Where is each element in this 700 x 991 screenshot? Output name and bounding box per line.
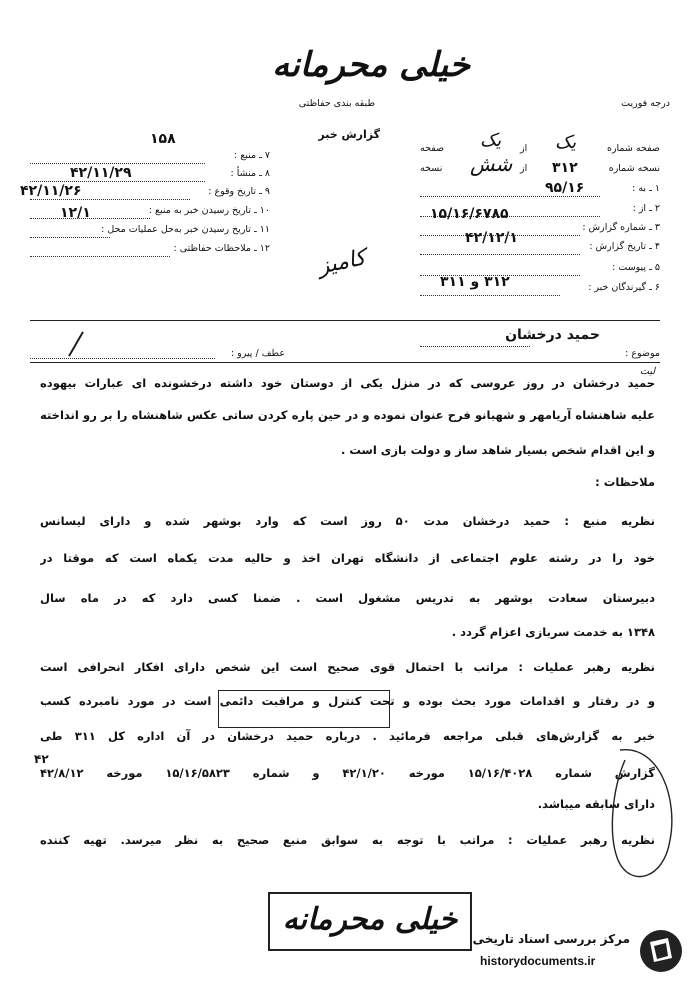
field-report-date-value: ۴۲/۱۲/۱ [465, 230, 518, 246]
body-line: و این اقدام شخص بسیار شاهد ساز و دولت بازی است . [341, 443, 655, 457]
body-line: و در رفتار و اقدامات مورد بحث بوده و تحت کنترل و مراقبت دائمی است در مورد نامبرده کسب [40, 694, 655, 708]
body-line: دبیرستان سعادت بوشهر به تدریس مشغول است . ضمنا کسی دارد که در ماه سال [40, 591, 655, 605]
report-type: گزارش خبر [318, 128, 380, 141]
watermark-name: مرکز بررسی اسناد تاریخی [472, 932, 630, 946]
copy-number-tail: نسخه [420, 163, 443, 174]
classification-stamp-top: خیلی محرمانه [272, 45, 470, 85]
watermark-url: historydocuments.ir [480, 954, 596, 968]
body-line: ملاحظات : [595, 475, 655, 489]
separator-top [30, 320, 660, 321]
page-number-total: یک [480, 130, 502, 151]
separator-bottom [30, 362, 660, 363]
body-line: دارای سابقه میباشد. [537, 797, 655, 811]
field-attachment-label: ۵ ـ پیوست : [612, 262, 660, 273]
field-ops-receive-value: ۱۲/۱ [60, 205, 91, 221]
body-line: گزارش شماره ۱۵/۱۶/۴۰۲۸ مورخه ۴۲/۱/۲۰ و شماره ۱۵/۱۶/۵۸۲۳ مورخه ۴۲/۸/۱۲ [40, 766, 655, 780]
subject-value: حمید درخشان [505, 327, 600, 343]
field-to-label: ۱ ـ به : [632, 183, 660, 194]
page-number-label: صفحه شماره [606, 143, 660, 154]
archive-logo-icon [638, 928, 684, 974]
field-source-label: ۷ ـ منبع : [233, 150, 270, 161]
body-line: نظریه رهبر عملیات : مراتب با احتمال قوی صحیح است این شخص دارای افکار انحرافی است [40, 660, 655, 674]
field-origin-value: ۴۲/۱۱/۲۹ [70, 165, 132, 181]
body-line: ۱۳۴۸ به خدمت سربازی اعزام گردد . [451, 625, 655, 639]
watermark [470, 928, 685, 978]
body-line: نظریه منبع : حمید درخشان مدت ۵۰ روز است که وارد بوشهر شده و دارای لیسانس [40, 514, 655, 528]
field-event-date-value: ۴۲/۱۱/۲۶ [20, 183, 82, 199]
page-number-value: یک [555, 132, 577, 153]
body-line: حمید درخشان در روز عروسی که در منزل یکی از دوستان خود داشته درخشونده ای عبارات بیهوده [40, 376, 655, 390]
field-source-receive-label: ۱۰ ـ تاریخ رسیدن خبر به منبع : [148, 205, 270, 216]
page-number-sep: از [520, 143, 528, 154]
body-line: خود را در رشته علوم اجتماعی از دانشگاه تهران اخذ و حالیه مدت یکماه است که موقتا در [40, 551, 655, 565]
field-security-notes-label: ۱۲ ـ ملاحظات حفاظتی : [173, 243, 270, 254]
field-report-number-label: ۳ ـ شماره گزارش : [582, 222, 660, 233]
field-recipients-label: ۶ ـ گیرندگان خبر : [588, 282, 660, 293]
copy-number-label: نسخه شماره [608, 163, 660, 174]
field-from-label: ۲ ـ از : [632, 203, 660, 214]
field-source-value: ۱۵۸ [150, 131, 176, 147]
classification-level-label: طبقه بندی حفاظتی [298, 98, 375, 109]
body-line: نظریه رهبر عملیات : مراتب با توجه به سوابق منبع صحیح به نظر میرسد. تهیه کننده [40, 833, 655, 847]
margin-note-top: لیت [640, 366, 656, 377]
page-number-tail: صفحه [420, 143, 445, 154]
copy-number-total: شش [470, 152, 513, 176]
classification-stamp-bottom: خیلی محرمانه [268, 892, 472, 951]
copy-number-value: ۳۱۲ [552, 160, 578, 176]
subject-label: موضوع : [625, 348, 660, 359]
pen-stroke [68, 331, 84, 356]
pasted-label-box [218, 690, 390, 728]
urgency-label: درجه فوریت [621, 98, 670, 109]
reference-label: عطف / پیرو : [230, 348, 285, 359]
field-to-value: ۹۵/۱۶ [545, 180, 585, 196]
field-report-number-value: ۱۵/۱۶/۶۷۸۵ [430, 206, 509, 222]
handwritten-signature: کامیز [315, 245, 368, 280]
field-recipients-value: ۳۱۲ و ۳۱۱ [440, 274, 510, 290]
body-line: خبر به گزارش‌های قبلی مراجعه فرمائید . درباره حمید درخشان در آن اداره کل ۳۱۱ طی [40, 729, 655, 743]
field-ops-receive-label: ۱۱ ـ تاریخ رسیدن خبر به‌حل عملیات محل : [101, 224, 270, 235]
copy-number-sep: از [520, 163, 528, 174]
field-event-date-label: ۹ ـ تاریخ وقوع : [208, 186, 270, 197]
margin-note-bottom: ۴۲ [34, 752, 49, 766]
body-line: علیه شاهنشاه آریامهر و شهبانو فرح عنوان نموده و در حین پاره کردن ساتی عکس شاهنشاه را بر رو انداخته [40, 408, 655, 422]
field-report-date-label: ۴ ـ تاریخ گزارش : [589, 241, 660, 252]
field-origin-label: ۸ ـ منشأ : [230, 168, 270, 179]
handwritten-oval-mark [600, 740, 680, 890]
